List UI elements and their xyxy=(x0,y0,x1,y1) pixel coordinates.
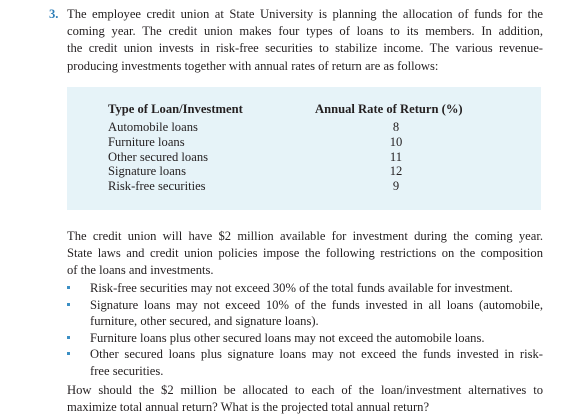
bullet-icon xyxy=(67,352,70,355)
restriction-item xyxy=(67,280,543,297)
bullet-icon xyxy=(67,336,70,339)
loan-type-cell: Furniture loans xyxy=(108,134,185,149)
loan-type-cell: Risk-free securities xyxy=(108,179,206,194)
intro-line: coming year. The credit union makes four types of loans to its members. In addition, xyxy=(67,24,543,39)
loan-type-cell: Automobile loans xyxy=(108,120,198,134)
problem-number: 3. xyxy=(49,7,59,21)
availability-line: The credit union will have $2 million available for investment during the coming year. xyxy=(67,229,543,243)
loan-type-cell: Signature loans xyxy=(108,164,186,179)
return-rate-cell: 8 xyxy=(392,120,400,134)
return-rate-cell: 12 xyxy=(389,164,403,179)
restriction-item xyxy=(67,330,543,347)
restriction-line: Other secured loans plus signature loans may not exceed the funds invested in risk- xyxy=(90,347,543,362)
rate-column-header: Annual Rate of Return (%) xyxy=(315,102,463,116)
bullet-icon xyxy=(67,303,70,306)
availability-line: State laws and credit union policies impose the following restrictions on the composition xyxy=(67,246,543,261)
return-rate-cell: 11 xyxy=(389,149,403,164)
restriction-line: Risk-free securities may not exceed 30% of the total funds available for investment. xyxy=(90,281,513,295)
returns-table xyxy=(67,87,541,210)
loan-type-cell: Other secured loans xyxy=(108,149,209,164)
restriction-item xyxy=(67,346,543,379)
question-line: maximize total annual return? What is the projected total annual return? xyxy=(67,400,430,415)
intro-line: The employee credit union at State University is planning the allocation of funds for the xyxy=(67,7,543,21)
loan-type-list xyxy=(108,120,208,194)
type-column-header: Type of Loan/Investment xyxy=(108,102,243,116)
question-line: How should the $2 million be allocated to each of the loan/investment alternatives to xyxy=(67,383,543,397)
availability-line: of the loans and investments. xyxy=(67,263,214,278)
restrictions-list xyxy=(67,280,543,380)
return-rate-list xyxy=(363,120,429,194)
bullet-icon xyxy=(67,286,70,289)
restriction-item xyxy=(67,297,543,330)
restriction-line: furniture, other secured, and signature loans). xyxy=(90,314,319,329)
return-rate-cell: 9 xyxy=(392,179,400,194)
question-paragraph xyxy=(67,382,543,416)
intro-line: the credit union invests in risk-free securities to stabilize income. The various revenue- xyxy=(67,41,543,56)
intro-line: producing investments together with annual rates of return are as follows: xyxy=(67,58,439,73)
restriction-line: Signature loans may not exceed 10% of the funds invested in all loans (automobile, xyxy=(90,297,543,312)
availability-paragraph xyxy=(67,228,543,280)
problem-intro-paragraph xyxy=(67,6,543,75)
restriction-line: free securities. xyxy=(90,363,164,378)
return-rate-cell: 10 xyxy=(389,134,403,149)
restriction-line: Furniture loans plus other secured loans may not exceed the automobile loans. xyxy=(90,330,485,345)
